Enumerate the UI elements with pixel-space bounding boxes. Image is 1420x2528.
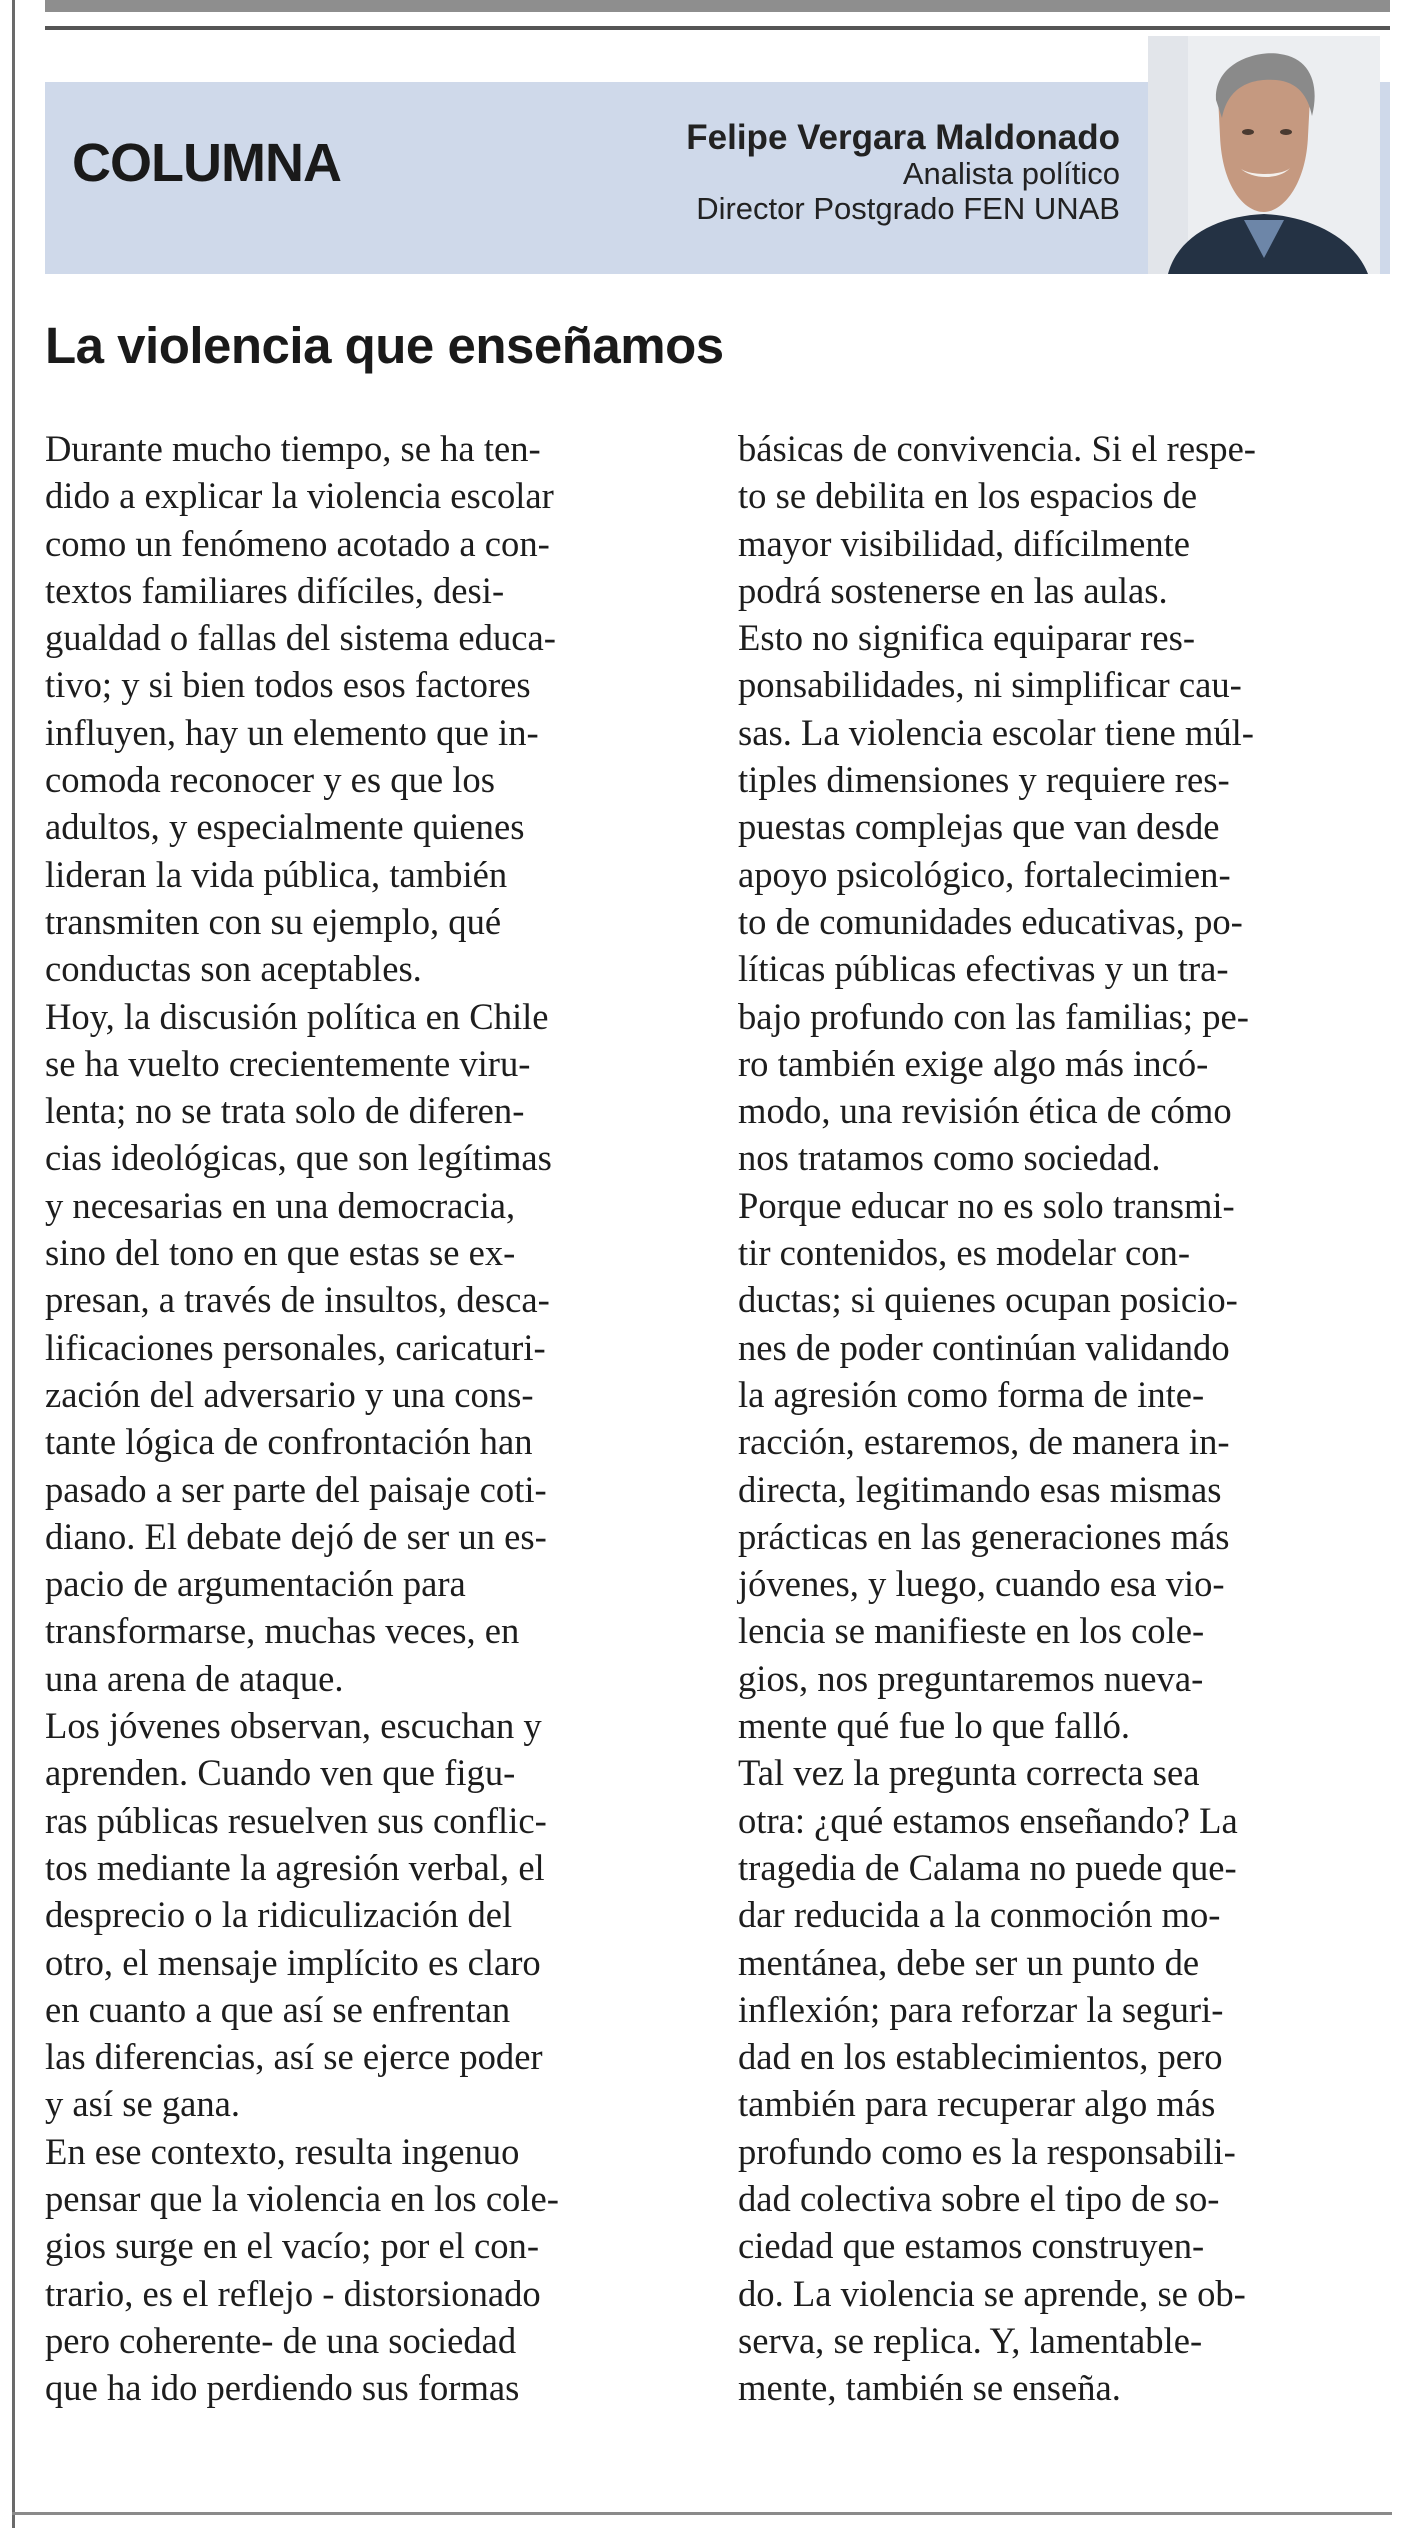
text-line: tir contenidos, es modelar con- (738, 1232, 1191, 1274)
text-line: y así se gana. (45, 2083, 241, 2125)
text-line: cias ideológicas, que son legítimas (45, 1137, 552, 1179)
text-line: tivo; y si bien todos esos factores (45, 664, 531, 706)
text-line: Hoy, la discusión política en Chile (45, 995, 549, 1037)
author-role: Analista político (902, 156, 1120, 192)
text-line: que ha ido perdiendo sus formas (45, 2367, 520, 2409)
text-line: to de comunidades educativas, po- (738, 900, 1243, 942)
text-line: gualdad o fallas del sistema educa- (45, 617, 556, 659)
text-line: dad en los establecimientos, pero (738, 2036, 1223, 2078)
text-line: dido a explicar la violencia escolar (45, 475, 554, 517)
text-line: conductas son aceptables. (45, 948, 422, 990)
text-line: mente, también se enseña. (738, 2367, 1121, 2409)
text-line: mentánea, debe ser un punto de (738, 1941, 1200, 1983)
text-line: Tal vez la pregunta correcta sea (738, 1752, 1200, 1794)
text-line: transmiten con su ejemplo, qué (45, 900, 502, 942)
text-line: tiples dimensiones y requiere res- (738, 759, 1230, 801)
text-line: puestas complejas que van desde (738, 806, 1220, 848)
text-line: sas. La violencia escolar tiene múl- (738, 711, 1254, 753)
text-line: inflexión; para reforzar la seguri- (738, 1988, 1224, 2030)
text-line: mayor visibilidad, difícilmente (738, 522, 1191, 564)
text-line: se ha vuelto crecientemente viru- (45, 1042, 531, 1084)
text-line: adultos, y especialmente quienes (45, 806, 525, 848)
text-line: presan, a través de insultos, desca- (45, 1279, 550, 1321)
left-border-rule (12, 0, 15, 2528)
text-line: Los jóvenes observan, escuchan y (45, 1705, 542, 1747)
text-line: y necesarias en una democracia, (45, 1184, 516, 1226)
text-line: gios surge en el vacío; por el con- (45, 2225, 540, 2267)
text-line: pero coherente- de una sociedad (45, 2319, 517, 2361)
text-line: ponsabilidades, ni simplificar cau- (738, 664, 1242, 706)
bottom-border-rule (12, 2512, 1392, 2515)
text-line: líticas públicas efectivas y un tra- (738, 948, 1229, 990)
article-column-right (738, 425, 1378, 2411)
text-line: lencia se manifieste en los cole- (738, 1610, 1205, 1652)
text-line: jóvenes, y luego, cuando esa vio- (738, 1563, 1225, 1605)
text-line: nes de poder continúan validando (738, 1326, 1230, 1368)
text-line: otro, el mensaje implícito es claro (45, 1941, 541, 1983)
text-line: influyen, hay un elemento que in- (45, 711, 539, 753)
text-line: las diferencias, así se ejerce poder (45, 2036, 543, 2078)
article-headline: La violencia que enseñamos (45, 317, 724, 374)
section-label: COLUMNA (72, 133, 341, 193)
text-line: trario, es el reflejo - distorsionado (45, 2272, 541, 2314)
text-line: racción, estaremos, de manera in- (738, 1421, 1230, 1463)
text-line: textos familiares difíciles, desi- (45, 569, 505, 611)
article-column-left (45, 425, 685, 2411)
author-byline (686, 118, 1120, 227)
text-line: ras públicas resuelven sus conflic- (45, 1799, 547, 1841)
text-line: to se debilita en los espacios de (738, 475, 1198, 517)
text-line: profundo como es la responsabili- (738, 2130, 1236, 2172)
text-line: también para recuperar algo más (738, 2083, 1216, 2125)
text-line: otra: ¿qué estamos enseñando? La (738, 1799, 1238, 1841)
text-line: lideran la vida pública, también (45, 853, 508, 895)
text-line: nos tratamos como sociedad. (738, 1137, 1161, 1179)
text-line: pasado a ser parte del paisaje coti- (45, 1468, 547, 1510)
author-photo (1148, 36, 1380, 274)
text-line: Porque educar no es solo transmi- (738, 1184, 1235, 1226)
text-line: prácticas en las generaciones más (738, 1515, 1230, 1557)
text-line: apoyo psicológico, fortalecimien- (738, 853, 1231, 895)
text-line: lenta; no se trata solo de diferen- (45, 1090, 525, 1132)
text-line: podrá sostenerse en las aulas. (738, 569, 1168, 611)
text-line: pensar que la violencia en los cole- (45, 2177, 559, 2219)
text-line: diano. El debate dejó de ser un es- (45, 1515, 547, 1557)
text-line: serva, se replica. Y, lamentable- (738, 2319, 1203, 2361)
text-line: Durante mucho tiempo, se ha ten- (45, 428, 541, 469)
text-line: dar reducida a la conmoción mo- (738, 1894, 1221, 1936)
text-line: mente qué fue lo que falló. (738, 1705, 1131, 1747)
text-line: dad colectiva sobre el tipo de so- (738, 2177, 1220, 2219)
text-line: bajo profundo con las familias; pe- (738, 995, 1249, 1037)
text-line: zación del adversario y una cons- (45, 1373, 534, 1415)
text-line: desprecio o la ridiculización del (45, 1894, 513, 1936)
text-line: lificaciones personales, caricaturi- (45, 1326, 546, 1368)
text-line: sino del tono en que estas se ex- (45, 1232, 516, 1274)
author-affiliation: Director Postgrado FEN UNAB (696, 190, 1120, 226)
text-line: en cuanto a que así se enfrentan (45, 1988, 511, 2030)
text-line: una arena de ataque. (45, 1657, 344, 1699)
text-line: tragedia de Calama no puede que- (738, 1846, 1237, 1888)
top-border-bar (45, 0, 1390, 12)
text-line: Esto no significa equiparar res- (738, 617, 1196, 659)
text-line: gios, nos preguntaremos nueva- (738, 1657, 1204, 1699)
text-line: En ese contexto, resulta ingenuo (45, 2130, 520, 2172)
text-line: ductas; si quienes ocupan posicio- (738, 1279, 1238, 1321)
text-line: ciedad que estamos construyen- (738, 2225, 1205, 2267)
text-line: ro también exige algo más incó- (738, 1042, 1209, 1084)
text-line: básicas de convivencia. Si el respe- (738, 428, 1256, 469)
text-line: tante lógica de confrontación han (45, 1421, 533, 1463)
text-line: modo, una revisión ética de cómo (738, 1090, 1232, 1132)
text-line: directa, legitimando esas mismas (738, 1468, 1222, 1510)
text-line: do. La violencia se aprende, se ob- (738, 2272, 1246, 2314)
top-thin-rule (45, 26, 1390, 30)
author-name: Felipe Vergara Maldonado (686, 118, 1120, 157)
text-line: aprenden. Cuando ven que figu- (45, 1752, 516, 1794)
text-line: pacio de argumentación para (45, 1563, 466, 1605)
text-line: comoda reconocer y es que los (45, 759, 495, 801)
text-line: tos mediante la agresión verbal, el (45, 1846, 545, 1888)
text-line: como un fenómeno acotado a con- (45, 522, 550, 564)
text-line: transformarse, muchas veces, en (45, 1610, 520, 1652)
text-line: la agresión como forma de inte- (738, 1373, 1205, 1415)
